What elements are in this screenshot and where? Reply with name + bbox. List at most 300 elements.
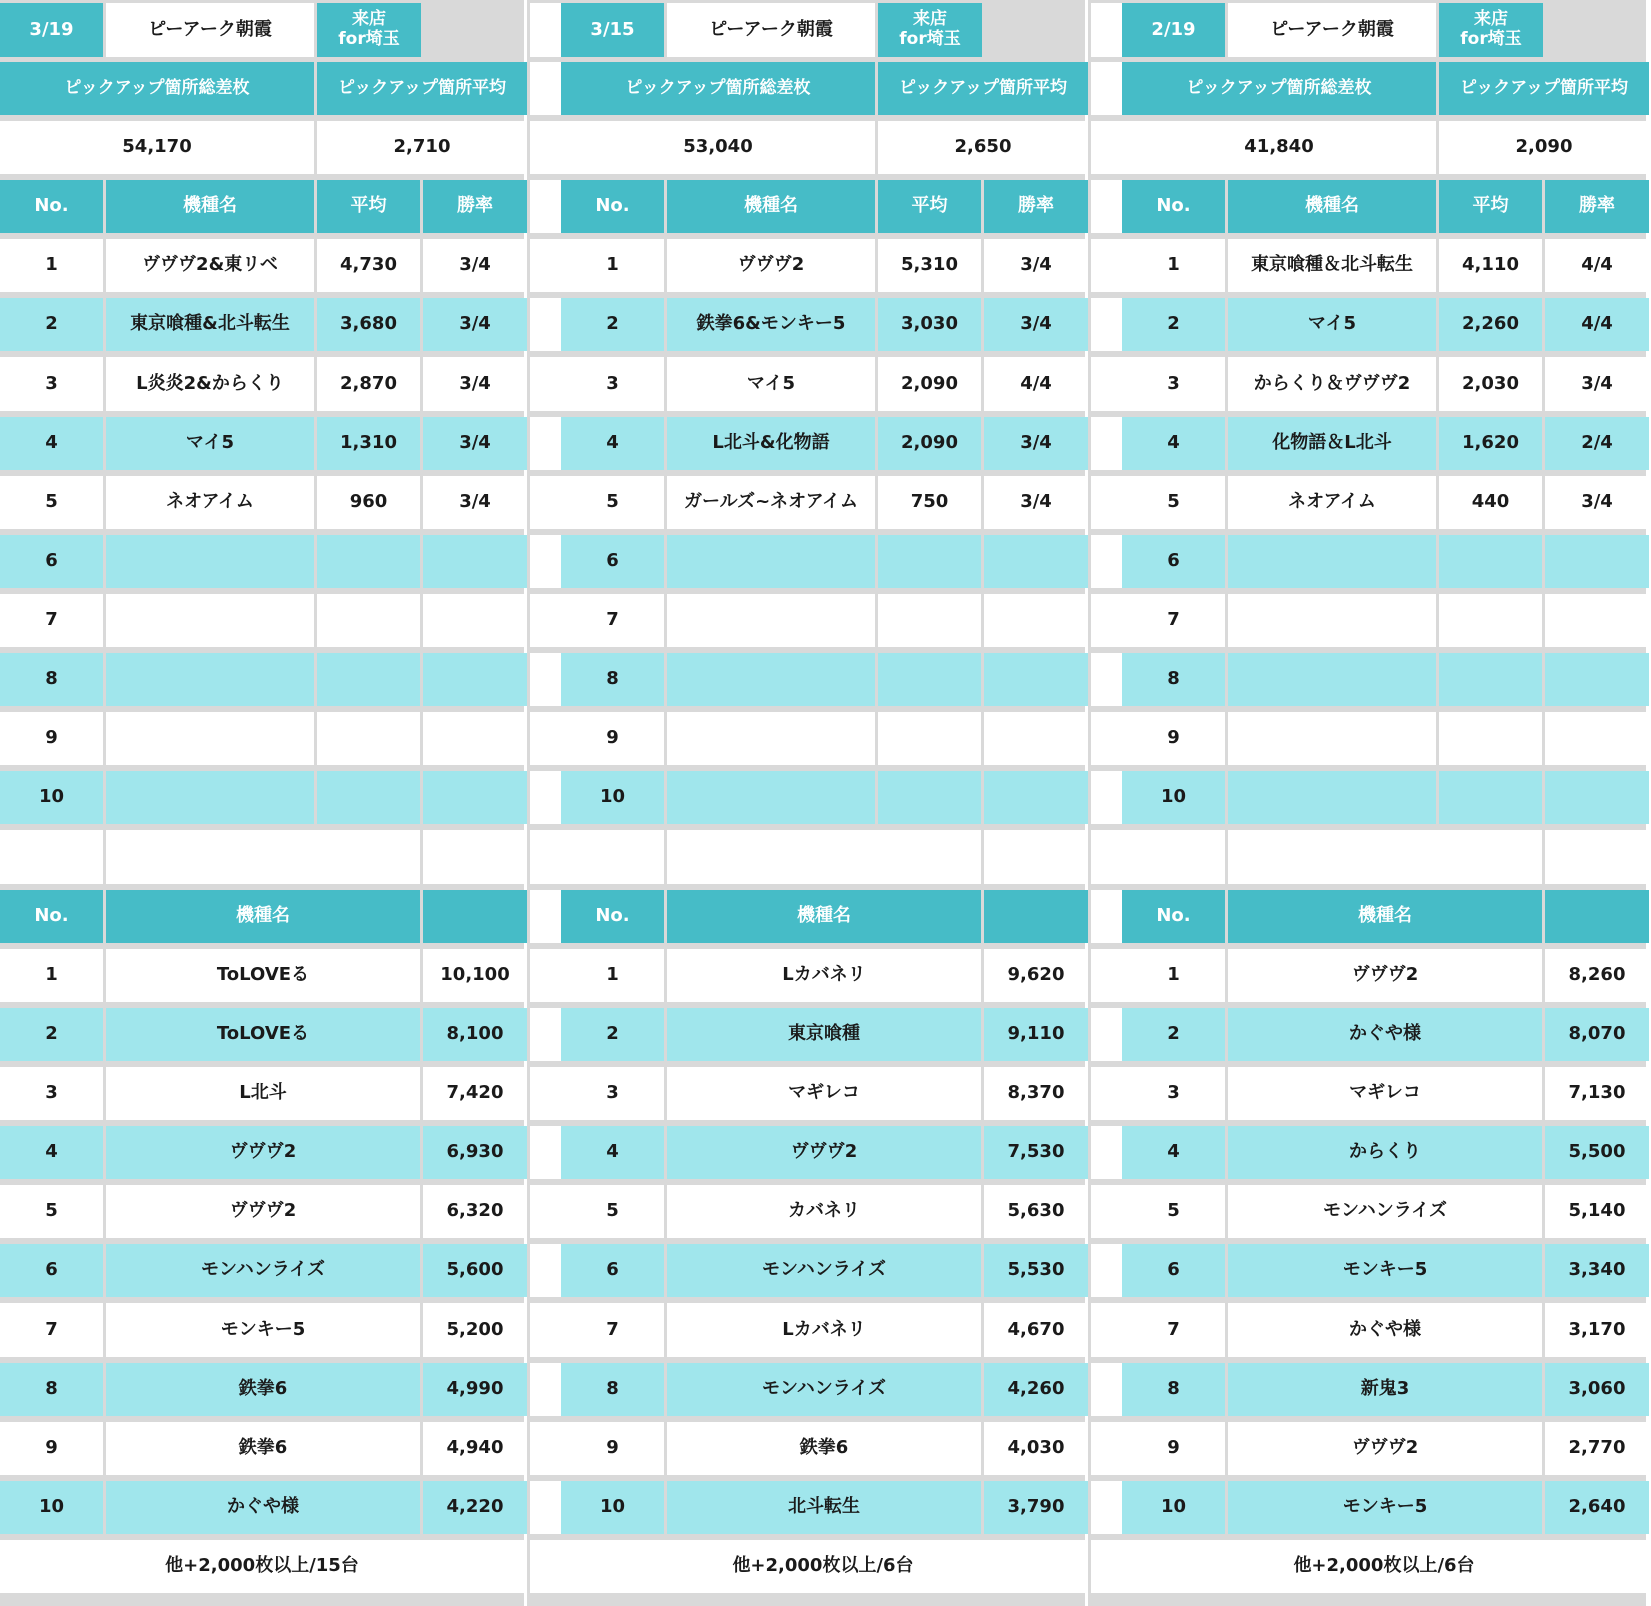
pickup-cell-model: マイ5 <box>667 357 875 411</box>
top-cell-model: モンハンライズ <box>667 1363 981 1416</box>
pickup-row <box>0 239 527 292</box>
pickup-cell-winrate <box>423 712 527 765</box>
pickup-cell-no: 4 <box>561 417 664 470</box>
gap-segment <box>1091 1303 1122 1357</box>
gap-segment <box>1091 180 1122 233</box>
pickup-row <box>0 712 527 765</box>
store-tag-line1: 来店 <box>1474 9 1508 30</box>
average-value: 2,710 <box>317 121 527 174</box>
pickup-cell-winrate <box>984 594 1088 647</box>
pickup-cell-average <box>1439 594 1542 647</box>
gap-segment <box>530 594 561 647</box>
pickup-cell-winrate <box>423 653 527 706</box>
gap-segment <box>530 121 561 174</box>
top-cell-no: 5 <box>561 1185 664 1238</box>
pickup-cell-model: ネオアイム <box>106 476 314 529</box>
top-cell-no: 10 <box>1122 1481 1225 1534</box>
pickup-cell-average: 960 <box>317 476 420 529</box>
top-cell-no: 3 <box>0 1067 103 1120</box>
gap-segment <box>1091 1244 1122 1297</box>
pickup-header-model: 機種名 <box>106 180 314 233</box>
footer-note: 他+2,000枚以上/6台 <box>1122 1540 1646 1593</box>
top-cell-model: モンハンライズ <box>667 1244 981 1297</box>
gap-segment <box>530 180 561 233</box>
pickup-header-winrate: 勝率 <box>1545 180 1649 233</box>
top-cell-model: モンキー5 <box>1228 1481 1542 1534</box>
gap-segment <box>530 1067 561 1120</box>
pickup-cell-model <box>1228 712 1436 765</box>
pickup-cell-winrate <box>984 712 1088 765</box>
top-cell-model: マギレコ <box>1228 1067 1542 1120</box>
top-cell-value: 5,200 <box>423 1303 527 1357</box>
top-cell-value: 4,220 <box>423 1481 527 1534</box>
top-header-value <box>423 890 527 943</box>
pickup-cell-model: L炎炎2&からくり <box>106 357 314 411</box>
spacer-cell <box>106 830 420 884</box>
average-header: ピックアップ箇所平均 <box>878 62 1088 115</box>
top-row <box>0 1185 527 1238</box>
top-cell-no: 5 <box>0 1185 103 1238</box>
total-diff-value: 53,040 <box>561 121 875 174</box>
pickup-header-winrate: 勝率 <box>423 180 527 233</box>
pickup-cell-model <box>106 712 314 765</box>
pickup-row <box>1122 239 1649 292</box>
top-cell-model: ToLOVEる <box>106 949 420 1002</box>
summary-value-row <box>1122 121 1649 174</box>
spacer-cell <box>1545 830 1649 884</box>
gap-segment <box>1091 1540 1122 1593</box>
top-cell-no: 1 <box>561 949 664 1002</box>
pickup-row <box>1122 771 1649 824</box>
pickup-cell-winrate: 3/4 <box>984 298 1088 351</box>
pickup-row <box>0 535 527 588</box>
pickup-row <box>1122 476 1649 529</box>
top-row <box>0 1303 527 1357</box>
pickup-row <box>0 298 527 351</box>
gap-segment <box>530 830 561 884</box>
pickup-cell-average <box>317 535 420 588</box>
top-cell-value: 4,940 <box>423 1422 527 1475</box>
top-cell-no: 4 <box>0 1126 103 1179</box>
top-row <box>1122 1067 1649 1120</box>
pickup-cell-average: 2,090 <box>878 357 981 411</box>
top-cell-model: モンキー5 <box>1228 1244 1542 1297</box>
pickup-cell-average: 3,030 <box>878 298 981 351</box>
top-row <box>0 1481 527 1534</box>
top-cell-model: Lカバネリ <box>667 949 981 1002</box>
pickup-cell-average <box>1439 771 1542 824</box>
gap-segment <box>530 357 561 411</box>
pickup-cell-model <box>106 535 314 588</box>
top-row <box>561 1303 1088 1357</box>
pickup-cell-winrate <box>984 653 1088 706</box>
top-cell-no: 5 <box>1122 1185 1225 1238</box>
footer-note: 他+2,000枚以上/15台 <box>0 1540 524 1593</box>
gap-segment <box>1091 771 1122 824</box>
gap-segment <box>530 1363 561 1416</box>
top-row <box>1122 1363 1649 1416</box>
pickup-cell-winrate <box>1545 653 1649 706</box>
pickup-cell-average: 440 <box>1439 476 1542 529</box>
summary-header-row <box>561 62 1088 115</box>
spacer-cell <box>1228 830 1542 884</box>
top-cell-value: 3,060 <box>1545 1363 1649 1416</box>
top-cell-value: 6,320 <box>423 1185 527 1238</box>
top-cell-value: 3,340 <box>1545 1244 1649 1297</box>
total-diff-header: ピックアップ箇所総差枚 <box>561 62 875 115</box>
pickup-cell-model: マイ5 <box>106 417 314 470</box>
gap-segment <box>1091 594 1122 647</box>
column-gap-2 <box>1088 0 1122 1606</box>
pickup-row <box>561 417 1088 470</box>
top-cell-model: かぐや様 <box>1228 1008 1542 1061</box>
pickup-cell-average <box>1439 712 1542 765</box>
top-cell-model: かぐや様 <box>106 1481 420 1534</box>
gap-segment <box>530 1185 561 1238</box>
pickup-cell-winrate <box>984 771 1088 824</box>
pickup-cell-no: 6 <box>1122 535 1225 588</box>
top-cell-value: 6,930 <box>423 1126 527 1179</box>
pickup-cell-winrate <box>1545 535 1649 588</box>
top-cell-no: 7 <box>0 1303 103 1357</box>
top-cell-no: 9 <box>1122 1422 1225 1475</box>
gap-segment <box>1091 1185 1122 1238</box>
spacer-cell <box>984 830 1088 884</box>
pickup-cell-model <box>667 771 875 824</box>
pickup-cell-model <box>667 712 875 765</box>
date-cell: 2/19 <box>1122 3 1225 57</box>
gap-segment <box>530 476 561 529</box>
footer-note: 他+2,000枚以上/6台 <box>561 1540 1085 1593</box>
top-cell-no: 2 <box>561 1008 664 1061</box>
gap-segment <box>1091 890 1122 943</box>
pickup-cell-no: 8 <box>561 653 664 706</box>
top-cell-value: 10,100 <box>423 949 527 1002</box>
pickup-cell-model: 化物語＆L北斗 <box>1228 417 1436 470</box>
top-header-row <box>1122 890 1649 943</box>
report-column-2 <box>561 0 1085 1606</box>
gap-segment <box>1091 121 1122 174</box>
top-cell-model: ヴヴヴ2 <box>106 1185 420 1238</box>
top-cell-value: 5,600 <box>423 1244 527 1297</box>
top-row <box>0 949 527 1002</box>
top-cell-model: Lカバネリ <box>667 1303 981 1357</box>
pickup-row <box>561 239 1088 292</box>
pickup-row <box>1122 417 1649 470</box>
top-header-no: No. <box>1122 890 1225 943</box>
pickup-cell-winrate <box>1545 712 1649 765</box>
column-gap-1 <box>527 0 561 1606</box>
top-row <box>561 1126 1088 1179</box>
top-cell-value: 5,140 <box>1545 1185 1649 1238</box>
top-cell-model: カバネリ <box>667 1185 981 1238</box>
spacer-cell <box>1122 830 1225 884</box>
top-header-model: 機種名 <box>1228 890 1542 943</box>
top-row <box>1122 1008 1649 1061</box>
pickup-cell-no: 6 <box>561 535 664 588</box>
pickup-header-no: No. <box>561 180 664 233</box>
pickup-cell-no: 1 <box>1122 239 1225 292</box>
top-cell-no: 8 <box>561 1363 664 1416</box>
pickup-row <box>0 653 527 706</box>
pickup-cell-average: 2,260 <box>1439 298 1542 351</box>
pickup-cell-winrate: 3/4 <box>984 417 1088 470</box>
pickup-row <box>1122 653 1649 706</box>
pickup-cell-no: 7 <box>561 594 664 647</box>
pickup-cell-winrate <box>423 771 527 824</box>
pickup-cell-model <box>1228 535 1436 588</box>
top-cell-value: 7,420 <box>423 1067 527 1120</box>
pickup-cell-average: 2,870 <box>317 357 420 411</box>
pickup-cell-winrate <box>984 535 1088 588</box>
pickup-cell-no: 1 <box>0 239 103 292</box>
pickup-cell-model <box>106 653 314 706</box>
pickup-cell-no: 2 <box>0 298 103 351</box>
pickup-cell-average: 2,090 <box>878 417 981 470</box>
top-cell-value: 4,990 <box>423 1363 527 1416</box>
top-cell-model: ヴヴヴ2 <box>667 1126 981 1179</box>
pickup-cell-no: 10 <box>1122 771 1225 824</box>
pickup-cell-no: 3 <box>561 357 664 411</box>
gap-segment <box>530 1481 561 1534</box>
pickup-header-average: 平均 <box>878 180 981 233</box>
gap-segment <box>1091 1363 1122 1416</box>
gap-segment <box>530 3 561 57</box>
gap-segment <box>1091 1067 1122 1120</box>
top-cell-model: 鉄拳6 <box>106 1422 420 1475</box>
top-cell-value: 3,790 <box>984 1481 1088 1534</box>
pickup-cell-no: 9 <box>1122 712 1225 765</box>
average-value: 2,650 <box>878 121 1088 174</box>
top-cell-value: 5,500 <box>1545 1126 1649 1179</box>
top-cell-value: 4,030 <box>984 1422 1088 1475</box>
title-row <box>561 3 982 57</box>
pickup-cell-no: 1 <box>561 239 664 292</box>
top-header-row <box>561 890 1088 943</box>
pickup-cell-model <box>667 535 875 588</box>
pickup-cell-average: 3,680 <box>317 298 420 351</box>
pickup-cell-model <box>106 771 314 824</box>
pickup-cell-model: 東京喰種&北斗転生 <box>106 298 314 351</box>
top-cell-no: 6 <box>1122 1244 1225 1297</box>
top-cell-model: ヴヴヴ2 <box>106 1126 420 1179</box>
pickup-header-winrate: 勝率 <box>984 180 1088 233</box>
top-cell-model: マギレコ <box>667 1067 981 1120</box>
top-row <box>1122 1303 1649 1357</box>
top-cell-no: 4 <box>561 1126 664 1179</box>
pickup-cell-winrate: 3/4 <box>423 239 527 292</box>
store-tag-line2: for埼玉 <box>899 29 961 49</box>
pickup-row <box>1122 535 1649 588</box>
top-row <box>0 1422 527 1475</box>
average-header: ピックアップ箇所平均 <box>317 62 527 115</box>
pickup-cell-no: 5 <box>1122 476 1225 529</box>
pickup-cell-model <box>667 594 875 647</box>
pickup-cell-winrate: 4/4 <box>984 357 1088 411</box>
pickup-cell-average <box>317 771 420 824</box>
pickup-cell-model <box>106 594 314 647</box>
spacer-row <box>1122 830 1649 884</box>
top-cell-value: 2,770 <box>1545 1422 1649 1475</box>
pickup-cell-winrate: 3/4 <box>984 476 1088 529</box>
spacer-cell <box>561 830 664 884</box>
top-row <box>561 1363 1088 1416</box>
gap-segment <box>530 1303 561 1357</box>
top-row <box>561 1185 1088 1238</box>
top-cell-model: かぐや様 <box>1228 1303 1542 1357</box>
total-diff-header: ピックアップ箇所総差枚 <box>1122 62 1436 115</box>
pickup-cell-model <box>1228 771 1436 824</box>
pickup-row <box>0 417 527 470</box>
pickup-cell-winrate: 3/4 <box>1545 476 1649 529</box>
top-row <box>561 949 1088 1002</box>
summary-header-row <box>0 62 527 115</box>
pickup-header-model: 機種名 <box>667 180 875 233</box>
top-cell-value: 7,130 <box>1545 1067 1649 1120</box>
pickup-cell-average <box>1439 535 1542 588</box>
pickup-cell-no: 8 <box>1122 653 1225 706</box>
pickup-header-no: No. <box>0 180 103 233</box>
top-cell-value: 8,100 <box>423 1008 527 1061</box>
pickup-cell-winrate <box>423 594 527 647</box>
pickup-cell-average: 2,030 <box>1439 357 1542 411</box>
pickup-cell-model: ヴヴヴ2&東リベ <box>106 239 314 292</box>
pickup-cell-winrate: 3/4 <box>423 298 527 351</box>
top-cell-model: からくり <box>1228 1126 1542 1179</box>
spacer-row <box>0 830 527 884</box>
top-cell-no: 6 <box>0 1244 103 1297</box>
pickup-header-row <box>1122 180 1649 233</box>
pickup-cell-average <box>878 771 981 824</box>
pickup-cell-winrate: 3/4 <box>423 476 527 529</box>
spacer-row <box>561 830 1088 884</box>
top-cell-model: モンキー5 <box>106 1303 420 1357</box>
top-cell-model: 新鬼3 <box>1228 1363 1542 1416</box>
top-row <box>1122 1244 1649 1297</box>
pickup-cell-model: L北斗&化物語 <box>667 417 875 470</box>
pickup-row <box>1122 357 1649 411</box>
top-cell-no: 3 <box>1122 1067 1225 1120</box>
pickup-cell-winrate: 3/4 <box>984 239 1088 292</box>
gap-segment <box>1091 3 1122 57</box>
gap-segment <box>1091 535 1122 588</box>
pickup-cell-average <box>317 594 420 647</box>
pickup-cell-model: マイ5 <box>1228 298 1436 351</box>
pickup-cell-average: 1,620 <box>1439 417 1542 470</box>
top-header-model: 機種名 <box>106 890 420 943</box>
pickup-header-no: No. <box>1122 180 1225 233</box>
date-cell: 3/15 <box>561 3 664 57</box>
pickup-cell-no: 4 <box>1122 417 1225 470</box>
store-tag-line1: 来店 <box>352 9 386 30</box>
gap-segment <box>1091 949 1122 1002</box>
pickup-cell-model: からくり＆ヴヴヴ2 <box>1228 357 1436 411</box>
top-cell-model: L北斗 <box>106 1067 420 1120</box>
top-row <box>1122 1481 1649 1534</box>
top-cell-model: ToLOVEる <box>106 1008 420 1061</box>
summary-value-row <box>561 121 1088 174</box>
total-diff-header: ピックアップ箇所総差枚 <box>0 62 314 115</box>
top-cell-model: 鉄拳6 <box>106 1363 420 1416</box>
top-cell-value: 5,530 <box>984 1244 1088 1297</box>
top-row <box>1122 1185 1649 1238</box>
top-cell-value: 3,170 <box>1545 1303 1649 1357</box>
average-value: 2,090 <box>1439 121 1649 174</box>
top-cell-no: 8 <box>1122 1363 1225 1416</box>
store-tag-line2: for埼玉 <box>338 29 400 49</box>
gap-segment <box>1091 298 1122 351</box>
pickup-row <box>561 771 1088 824</box>
gap-segment <box>1091 830 1122 884</box>
pickup-cell-model <box>1228 653 1436 706</box>
gap-segment <box>1091 476 1122 529</box>
top-row <box>0 1067 527 1120</box>
pickup-cell-no: 8 <box>0 653 103 706</box>
gap-segment <box>530 239 561 292</box>
top-cell-model: ヴヴヴ2 <box>1228 1422 1542 1475</box>
store-tag <box>317 3 421 57</box>
pickup-row <box>561 653 1088 706</box>
top-cell-value: 2,640 <box>1545 1481 1649 1534</box>
pickup-header-row <box>0 180 527 233</box>
pickup-cell-no: 5 <box>561 476 664 529</box>
pickup-cell-average: 750 <box>878 476 981 529</box>
top-row <box>1122 1422 1649 1475</box>
pickup-cell-winrate: 3/4 <box>423 417 527 470</box>
top-cell-no: 10 <box>0 1481 103 1534</box>
pickup-cell-no: 4 <box>0 417 103 470</box>
gap-segment <box>530 535 561 588</box>
gap-segment <box>530 417 561 470</box>
pickup-cell-model: ネオアイム <box>1228 476 1436 529</box>
pickup-cell-winrate: 4/4 <box>1545 239 1649 292</box>
store-name: ピーアーク朝霞 <box>667 3 875 57</box>
store-tag-line1: 来店 <box>913 9 947 30</box>
gap-segment <box>530 771 561 824</box>
gap-segment <box>530 1244 561 1297</box>
gap-segment <box>1091 417 1122 470</box>
top-cell-model: 北斗転生 <box>667 1481 981 1534</box>
top-cell-no: 2 <box>1122 1008 1225 1061</box>
gap-segment <box>1091 712 1122 765</box>
total-diff-value: 41,840 <box>1122 121 1436 174</box>
gap-segment <box>530 1422 561 1475</box>
top-row <box>561 1422 1088 1475</box>
gap-segment <box>1091 1126 1122 1179</box>
top-cell-value: 8,260 <box>1545 949 1649 1002</box>
average-header: ピックアップ箇所平均 <box>1439 62 1649 115</box>
pickup-cell-model: ガールズ~ネオアイム <box>667 476 875 529</box>
pickup-row <box>1122 298 1649 351</box>
top-cell-no: 2 <box>0 1008 103 1061</box>
gap-segment <box>1091 357 1122 411</box>
top-cell-value: 9,620 <box>984 949 1088 1002</box>
pickup-row <box>1122 594 1649 647</box>
report-column-3 <box>1122 0 1646 1606</box>
pickup-row <box>561 298 1088 351</box>
gap-segment <box>530 949 561 1002</box>
top-cell-model: ヴヴヴ2 <box>1228 949 1542 1002</box>
top-row <box>1122 1126 1649 1179</box>
pickup-cell-no: 9 <box>561 712 664 765</box>
gap-segment <box>530 653 561 706</box>
pickup-row <box>0 594 527 647</box>
pickup-cell-average <box>878 594 981 647</box>
pickup-header-average: 平均 <box>1439 180 1542 233</box>
top-header-no: No. <box>0 890 103 943</box>
top-cell-no: 4 <box>1122 1126 1225 1179</box>
top-cell-no: 8 <box>0 1363 103 1416</box>
